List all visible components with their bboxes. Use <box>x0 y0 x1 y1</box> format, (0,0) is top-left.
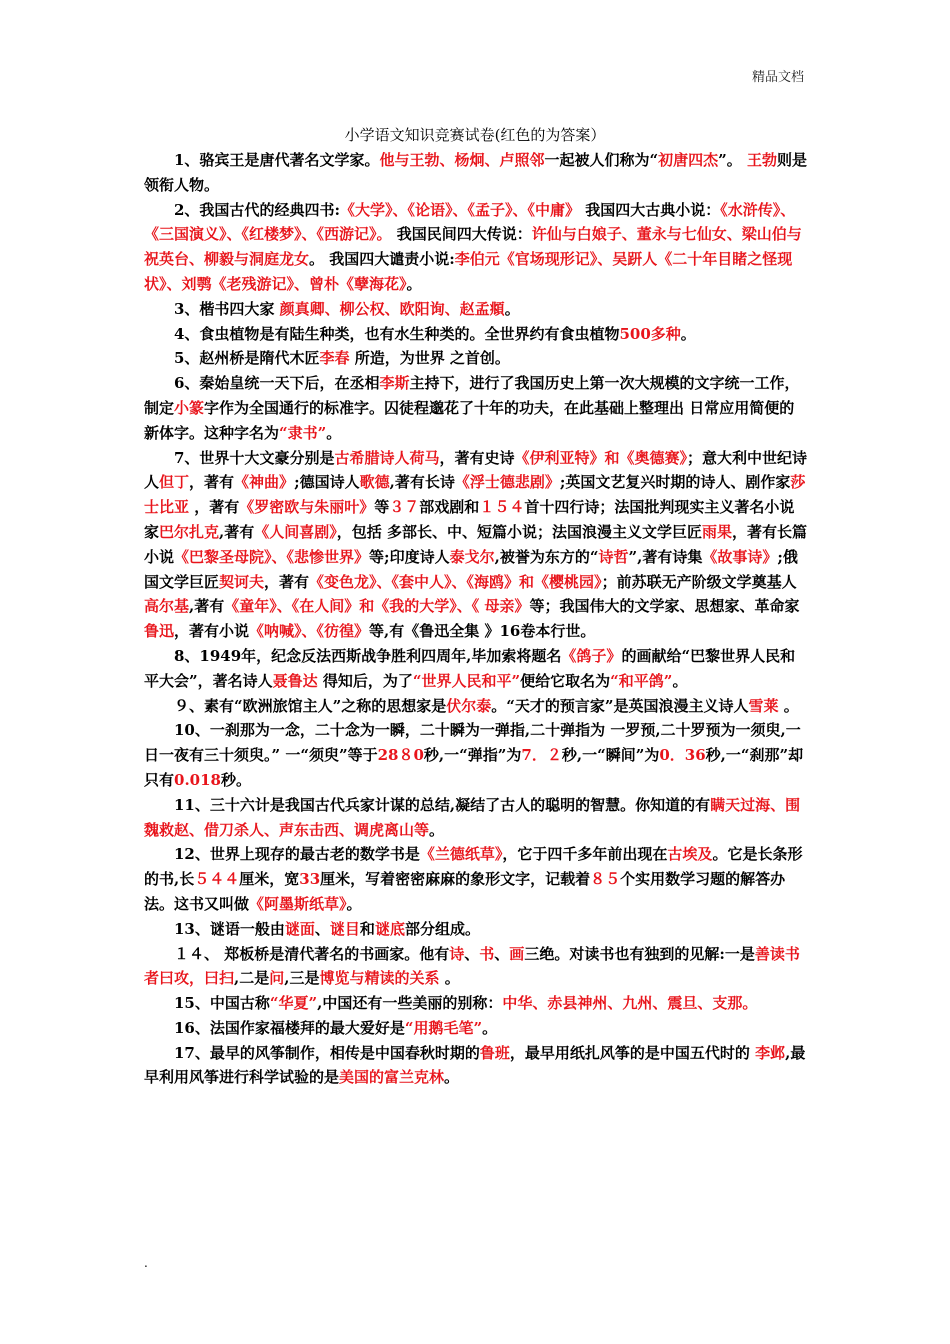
header-label: 精品文档 <box>751 70 804 85</box>
answer-text: 《神曲》 <box>234 473 295 492</box>
answer-text: 颜真卿、柳公权、欧阳询、赵孟頫 <box>279 299 505 318</box>
answer-text: 《变色龙》、《套中人》、《海鸥》和《樱桃园》 <box>309 572 602 591</box>
answer-text: 他与王勃、杨炯、卢照邻 <box>379 151 545 169</box>
question-text: 、 <box>494 944 510 963</box>
question-text: ,最早利用风筝进行科学试验的是 <box>144 1043 806 1087</box>
answer-text: 古希腊诗人荷马 <box>334 448 440 467</box>
answer-text: 善读书者曰攻，曰扫 <box>144 944 800 988</box>
answer-text: 诗 <box>449 944 465 963</box>
question-text: ;德国诗人 <box>294 473 360 492</box>
answer-text: 《兰德纸草》 <box>419 845 503 864</box>
answer-text: 《浮士德悲剧》 <box>454 473 560 492</box>
question-text: 厘米，写着密密麻麻的象形文字，记载着 <box>320 870 591 889</box>
question-text: 15、中国古称 <box>174 994 270 1013</box>
question-text: ，著有 <box>189 473 235 492</box>
answer-text: 王勃 <box>746 151 777 169</box>
answer-text: 莎士比亚 <box>144 473 806 517</box>
question-text: 6、秦始皇统一天下后，在丞相 <box>174 374 380 393</box>
answer-text: 许仙与白娘子、董永与七仙女、梁山伯与祝英台、柳毅与洞庭龙女 <box>144 225 802 269</box>
answer-text: 《童年》、《在人间》和《我的大学》、《 母亲》 <box>224 597 530 616</box>
answer-text: 李斯 <box>379 374 410 393</box>
answer-text: 0．36 <box>659 746 706 765</box>
question-text: ”。 <box>718 151 747 169</box>
question-text: 三绝。对读书也有独到的见解:一是 <box>524 944 755 963</box>
answer-text: 画 <box>509 944 525 963</box>
question-text: ，著有长篇小说 <box>144 522 808 566</box>
answer-text: 李春 <box>319 349 350 368</box>
question-text: 秒,一“弹指”为 <box>423 746 522 765</box>
question-text: ,著有 <box>219 522 255 541</box>
question-paragraph <box>144 942 808 992</box>
answer-text: 500多种 <box>619 324 681 343</box>
question-text: 主持下，进行了我国历史上第一次大规模的文字统一工作，制定 <box>144 374 800 417</box>
answer-text: 雨果 <box>702 522 733 541</box>
question-text: ；前苏联无产阶级文学奠基人 <box>601 572 797 591</box>
question-text: ,著有 <box>189 597 225 616</box>
answer-text: 美国的富兰克林 <box>339 1068 445 1087</box>
question-text: 等;印度诗人 <box>369 547 450 566</box>
question-paragraph <box>144 346 808 371</box>
question-text: 则是领衔人物。 <box>144 151 808 194</box>
question-text: １４、 郑板桥是清代著名的书画家。他有 <box>174 944 450 963</box>
footer-mark: . <box>144 1256 148 1270</box>
answer-text: 聂鲁达 <box>272 671 318 690</box>
answer-text: 书 <box>479 944 495 963</box>
answer-text: “用鹅毛笔” <box>404 1018 483 1037</box>
question-text: ,被誉为东方的“ <box>494 547 599 566</box>
answer-text: 瞒天过海、围魏救赵、借刀杀人、声东击西、调虎离山等 <box>144 795 801 839</box>
answer-text: ３７ <box>389 498 420 517</box>
answer-text: 28８0 <box>377 746 424 765</box>
question-text: 。 <box>504 299 520 318</box>
answer-text: 谜底 <box>374 919 405 938</box>
question-text: ;俄国文学巨匠 <box>144 547 798 591</box>
answer-text: 《呐喊》、《彷徨》 <box>249 622 370 641</box>
question-text: ，著有史诗 <box>439 448 515 467</box>
question-text: 。 <box>482 1018 498 1037</box>
answer-text: 谜目 <box>329 919 360 938</box>
answer-text: 李伯元《官场现形记》、吴趼人《二十年目睹之怪现状》、刘鹗《老残游记》、曾朴《孽海花》 <box>144 250 793 293</box>
question-text: 4、食虫植物是有陆生种类，也有水生种类的。全世界约有食虫植物 <box>174 324 620 343</box>
question-text: 3、楷书四大家 <box>174 299 280 318</box>
question-text: 字作为全国通行的标准字。囚徒程邈花了十年的功夫，在此基础上整理出 日常应用简便的新体字。这种字名为 <box>144 398 795 442</box>
document-body <box>144 148 808 1090</box>
answer-text: “世界人民和平” <box>412 671 521 690</box>
question-paragraph <box>144 793 808 843</box>
question-text: ,三是 <box>284 969 320 988</box>
document-title: 小学语文知识竞赛试卷(红色的为答案） <box>344 126 606 144</box>
answer-text: ５４４ <box>194 870 240 889</box>
question-text: ，著有 <box>189 498 240 517</box>
question-text: ,二是 <box>234 969 270 988</box>
answer-text: 歌德 <box>359 473 390 492</box>
question-paragraph <box>144 297 808 322</box>
question-paragraph <box>144 1016 808 1041</box>
answer-text: 《人间喜剧》 <box>254 522 337 541</box>
question-paragraph <box>144 917 808 942</box>
answer-text: “华夏” <box>269 994 318 1013</box>
question-text: 和 <box>359 919 375 938</box>
answer-text: 7．２ <box>521 746 562 765</box>
question-text: 。 我国四大谴责小说: <box>309 250 455 269</box>
answer-text: 0.018 <box>174 770 221 789</box>
question-text: 首十四行诗；法国批判现实主义著名小说家 <box>144 498 795 541</box>
answer-text: 雪莱 <box>748 696 779 715</box>
answer-text: 《罗密欧与朱丽叶》 <box>239 498 375 517</box>
answer-text: 《阿墨斯纸草》 <box>249 894 347 913</box>
question-text: 秒,一“瞬间”为 <box>561 746 660 765</box>
question-paragraph <box>144 694 808 719</box>
question-paragraph <box>144 991 808 1016</box>
question-text: 。 <box>346 894 362 913</box>
question-text: 16、法国作家福楼拜的最大爱好是 <box>174 1018 405 1037</box>
answer-text: 李邺 <box>755 1043 786 1062</box>
answer-text: 《故事诗》 <box>702 547 778 566</box>
answer-text: 博览与精读的关系 <box>319 969 440 988</box>
answer-text: 问 <box>269 969 285 988</box>
answer-text: 高尔基 <box>144 597 190 616</box>
question-text: 的画献给“巴黎世界人民和平大会”，著名诗人 <box>144 646 796 690</box>
question-text: 10、一刹那为一念，二十念为一瞬，二十瞬为一弹指,二十弹指为 一罗预,二十罗预为一须臾,一日一夜有三十须臾。” 一“须臾”等于 <box>144 721 801 765</box>
question-text: 秒。 <box>221 770 252 789</box>
question-paragraph <box>144 198 808 297</box>
question-paragraph <box>144 148 808 198</box>
answer-text: 《伊利亚特》和《奥德赛》 <box>514 448 687 467</box>
answer-text: ８５ <box>590 870 621 889</box>
question-text: ；意大利中世纪诗人 <box>144 448 808 492</box>
question-text: 。 <box>672 671 688 690</box>
question-text: ，最早用纸扎风筝的是中国五代时的 <box>509 1043 756 1062</box>
answer-text: 诗哲 <box>598 547 629 566</box>
question-text: ，著有 <box>264 572 310 591</box>
question-text: 。它是长条形的书,长 <box>144 845 803 889</box>
question-paragraph <box>144 322 808 347</box>
question-text: ，包括 多部长、中、短篇小说；法国浪漫主义文学巨匠 <box>336 522 703 541</box>
question-paragraph <box>144 718 808 792</box>
answer-text: 小篆 <box>174 398 205 417</box>
question-text: 8、1949年，纪念反法西斯战争胜利四周年,毕加索将题名 <box>174 646 562 665</box>
answer-text: 初唐四杰 <box>658 151 719 169</box>
question-text: 。 <box>444 1068 460 1087</box>
question-text: 得知后，为了 <box>317 671 413 690</box>
question-text: ，著有小说 <box>174 622 250 641</box>
question-text: 7、世界十大文豪分别是 <box>174 448 335 467</box>
answer-text: 鲁班 <box>479 1043 510 1062</box>
answer-text: 伏尔泰 <box>446 696 492 715</box>
question-text: 部分组成。 <box>404 919 480 938</box>
answer-text: 《大学》、《论语》、《孟子》、《中庸》 <box>339 200 580 219</box>
question-text: 个实用数学习题的解答办法。这书又叫做 <box>144 870 786 913</box>
question-text: 。 <box>406 274 422 293</box>
answer-text: “和平鸽” <box>610 671 673 690</box>
question-text: 。 <box>429 820 445 839</box>
answer-text: 《巴黎圣母院》、《悲惨世界》 <box>174 547 370 566</box>
question-text: 12、世界上现存的最古老的数学书是 <box>174 845 420 864</box>
question-paragraph <box>144 446 808 644</box>
question-paragraph <box>144 644 808 694</box>
answer-text: 33 <box>299 870 321 889</box>
question-text: 便给它取名为 <box>520 671 611 690</box>
answer-text: 《水浒传》、《三国演义》、《红楼梦》、《西游记》。 <box>144 200 796 244</box>
question-text: ,著有长诗 <box>389 473 455 492</box>
question-text: 5、赵州桥是隋代木匠 <box>174 349 320 368</box>
question-text: 13、谜语一般由 <box>174 919 285 938</box>
question-text: ９、素有“欧洲旅馆主人”之称的思想家是 <box>174 696 447 715</box>
question-text: 。“天才的预言家”是英国浪漫主义诗人 <box>491 696 749 715</box>
question-text: 我国民间四大传说： <box>391 225 532 244</box>
question-text: 厘米，宽 <box>239 870 300 889</box>
question-text: ;英国文艺复兴时期的诗人、剧作家 <box>559 473 791 492</box>
question-paragraph <box>144 842 808 916</box>
answer-text: “隶书” <box>279 423 327 442</box>
question-text: 等；我国伟大的文学家、思想家、革命家 <box>529 597 800 616</box>
question-paragraph <box>144 371 808 445</box>
answer-text: 中华、赤县神州、九州、震旦、支那。 <box>502 994 758 1013</box>
question-text: 所造，为世界 之首创。 <box>349 349 510 368</box>
question-text: 。 <box>778 696 799 715</box>
question-text: 。 <box>680 324 696 343</box>
answer-text: 鲁迅 <box>144 622 175 641</box>
question-text: ，它于四千多年前出现在 <box>502 845 668 864</box>
answer-text: 契诃夫 <box>219 572 265 591</box>
answer-text: 《鸽子》 <box>561 646 622 665</box>
answer-text: 泰戈尔 <box>449 547 495 566</box>
answer-text: 古埃及 <box>667 845 713 864</box>
question-text: 、 <box>314 919 330 938</box>
answer-text: 巴尔扎克 <box>159 522 220 541</box>
question-paragraph <box>144 1041 808 1091</box>
question-text: 等 <box>374 498 390 517</box>
answer-text: 谜面 <box>284 919 315 938</box>
question-text: 2、我国古代的经典四书: <box>174 200 340 219</box>
question-text: 。 <box>326 423 342 442</box>
question-text: 、 <box>464 944 480 963</box>
question-text: ,中国还有一些美丽的别称： <box>317 994 503 1013</box>
question-text: 一起被人们称为“ <box>544 151 659 169</box>
question-text: 等,有《鲁迅全集 》16卷本行世。 <box>369 622 596 641</box>
question-text: ”,著有诗集 <box>628 547 703 566</box>
answer-text: 但丁 <box>159 473 190 492</box>
question-text: 部戏剧和 <box>419 498 480 517</box>
question-text: 17、最早的风筝制作，相传是中国春秋时期的 <box>174 1043 480 1062</box>
question-text: 1、骆宾王是唐代著名文学家。 <box>174 151 380 169</box>
question-text: 我国四大古典小说： <box>580 200 721 219</box>
question-text: 秒,一“刹那”却只有 <box>144 746 804 789</box>
question-text: 。 <box>439 969 460 988</box>
answer-text: １５４ <box>479 498 525 517</box>
question-text: 11、三十六计是我国古代兵家计谋的总结,凝结了古人的聪明的智慧。你知道的有 <box>174 795 711 814</box>
